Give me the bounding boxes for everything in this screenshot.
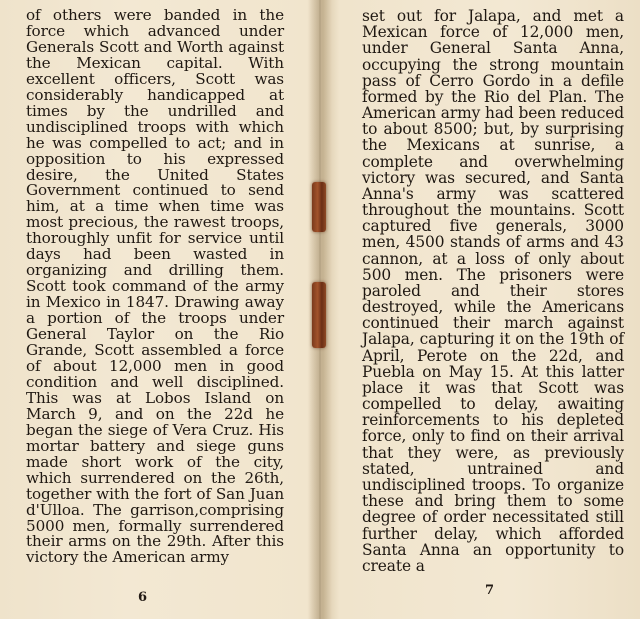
- left-page: [26, 8, 284, 566]
- right-page-number: 7: [485, 583, 495, 598]
- right-page: [362, 8, 624, 574]
- left-page-text: of others were banded in the force which advanced under Generals Scott and Worth against the Mexican capital. With excellent officers, Scott was considerably handicapped at times by the undrilled and undisciplined troops with which he was compelled to act; and in opposition to his expressed desire, the United States Government continued to send him, at a time when time was most precious, the rawest troops, thoroughly unfit for service until days had been wasted in organizing and drilling them. Scott took command of the army in Mexico in 1847. Drawing away a portion of the troops under General Taylor on the Rio Grande, Scott assembled a force of about 12,000 men in good condition and well disciplined. This was at Lobos Island on March 9, and on the 22d he began the siege of Vera Cruz. His mortar battery and siege guns made short work of the city, which surrendered on the 26th, together with the fort of San Juan d'Ulloa. The garrison,comprising 5000 men, formally surrendered their arms on the 29th. After this victory the American army: [26, 6, 284, 567]
- rust-staple-bottom: [312, 282, 326, 348]
- rust-staple-top: [312, 182, 326, 232]
- right-page-text: set out for Jalapa, and met a Mexican force of 12,000 men, under General Santa Anna, occupying the strong mountain pass of Cerro Gordo in a defile formed by the Rio del Plan. The American army had been reduced to about 8500; but, by surprising the Mexicans at sunrise, a complete and overwhelming victory was secured, and Santa Anna's army was scattered throughout the mountains. Scott captured five generals, 3000 men, 4500 stands of arms and 43 cannon, at a loss of only about 500 men. The prisoners were paroled and their stores destroyed, while the Americans continued their march against Jalapa, capturing it on the 19th of April, Perote on the 22d, and Puebla on May 15. At this latter place it was that Scott was compelled to delay, awaiting reinforcements to his depleted force, only to find on their arrival that they were, as previously stated, untrained and undisciplined troops. To organize these and bring them to some degree of order necessitated still further delay, which afforded Santa Anna an opportunity to create a: [362, 7, 624, 575]
- left-page-number: 6: [138, 590, 148, 605]
